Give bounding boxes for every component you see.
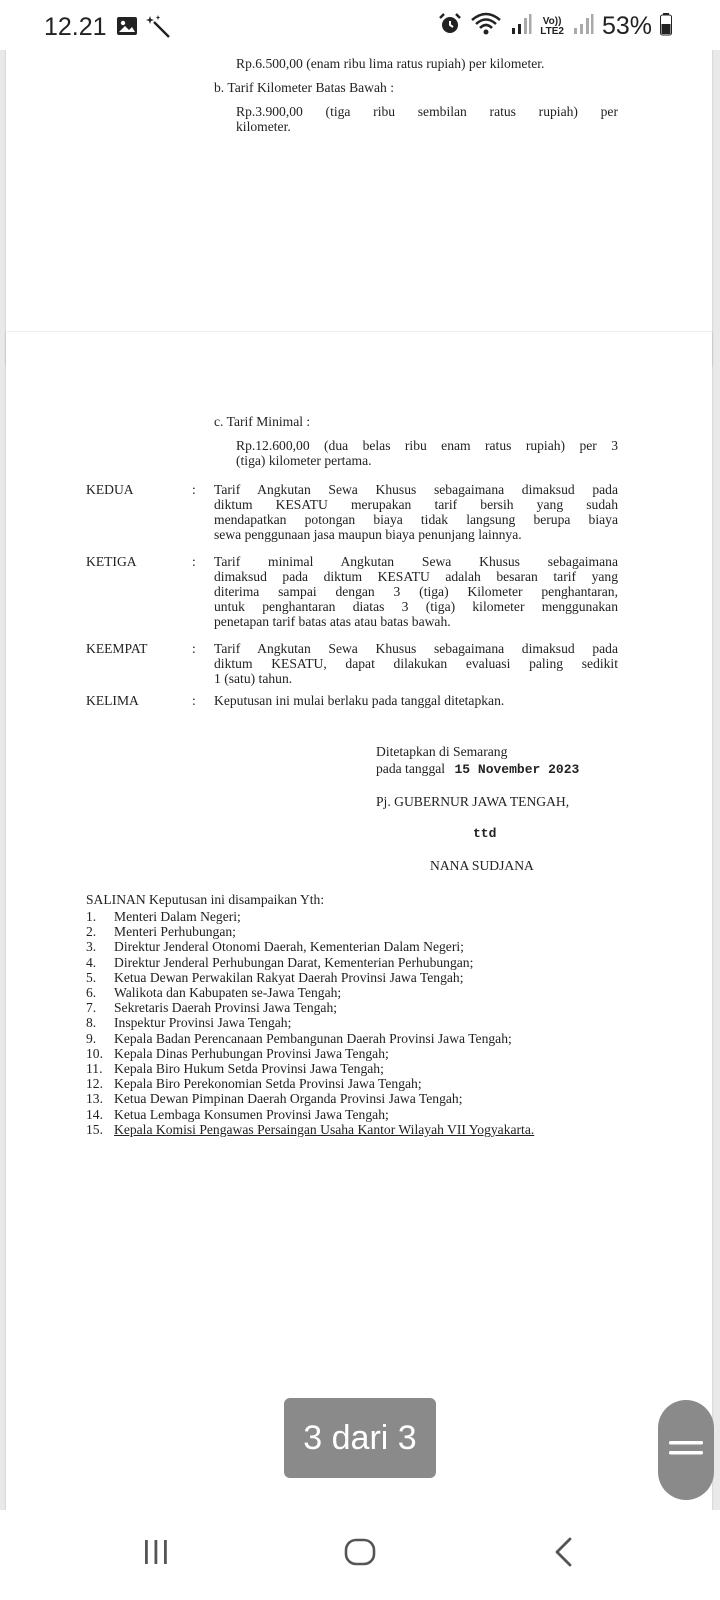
list-number: 7. [86, 1000, 97, 1016]
list-text: Kepala Biro Hukum Setda Provinsi Jawa Tengah; [114, 1061, 384, 1077]
clause-colon: : [192, 554, 196, 569]
list-item [86, 924, 534, 939]
signal-icon-2 [572, 12, 594, 41]
clause-body-ketiga [214, 554, 618, 629]
clause-line: 1 (satu) tahun. [214, 671, 293, 686]
clause-line: Tarif minimal Angkutan Sewa Khusus sebagaimana [214, 554, 618, 569]
list-number: 3. [86, 939, 97, 955]
signature-date-line [376, 761, 579, 777]
clause-line: diktum KESATU merupakan tarif bersih yang sudah [214, 497, 618, 512]
list-item [86, 985, 534, 1000]
clause-label-ketiga: KETIGA [86, 554, 137, 569]
signature-ttd: ttd [473, 826, 497, 841]
clause-label-keempat: KEEMPAT [86, 641, 148, 656]
list-number: 8. [86, 1015, 97, 1031]
list-number: 11. [86, 1061, 103, 1077]
clause-body-kedua [214, 482, 618, 542]
list-number: 9. [86, 1030, 97, 1046]
magic-wand-icon [146, 14, 172, 43]
clause-line: Keputusan ini mulai berlaku pada tanggal ditetapkan. [214, 693, 505, 708]
signature-name: NANA SUDJANA [430, 858, 534, 873]
page-indicator: 3 dari 3 [284, 1398, 436, 1478]
list-text: Direktur Jenderal Perhubungan Darat, Kementerian Perhubungan; [114, 954, 474, 970]
list-text: Sekretaris Daerah Provinsi Jawa Tengah; [114, 1000, 338, 1016]
clause-line: diktum KESATU, dapat dilakukan evaluasi paling sedikit [214, 656, 618, 671]
list-number: 10. [86, 1045, 103, 1061]
clause-label-kelima: KELIMA [86, 693, 139, 708]
list-item [86, 909, 534, 924]
list-number: 14. [86, 1106, 103, 1122]
list-item [86, 1015, 534, 1030]
wifi-icon [470, 12, 502, 41]
page1-line1: Rp.6.500,00 (enam ribu lima ratus rupiah) per kilometer. [236, 56, 545, 71]
item-c-line1: Rp.12.600,00 (dua belas ribu enam ratus rupiah) per 3 [236, 438, 618, 453]
clause-line: mendapatkan potongan biaya tidak langsung berupa biaya [214, 512, 618, 527]
item-b-label: b. Tarif Kilometer Batas Bawah : [214, 80, 394, 95]
list-number: 4. [86, 954, 97, 970]
volte-bottom: LTE2 [540, 25, 564, 37]
battery-percentage: 53% [601, 12, 652, 40]
clause-colon: : [192, 482, 196, 497]
battery-icon [660, 12, 672, 41]
status-bar [0, 0, 720, 50]
list-item [86, 1122, 534, 1137]
status-time: 12.21 [44, 13, 107, 41]
list-item [86, 1061, 534, 1076]
clause-line: Tarif Angkutan Sewa Khusus sebagaimana dimaksud pada [214, 482, 618, 497]
signature-place: Ditetapkan di Semarang [376, 744, 508, 759]
list-item [86, 1107, 534, 1122]
list-item [86, 1091, 534, 1106]
list-number: 6. [86, 985, 97, 1001]
list-number: 15. [86, 1121, 103, 1137]
signature-date: 15 November 2023 [454, 762, 580, 777]
distribution-heading: SALINAN Keputusan ini disampaikan Yth: [86, 892, 325, 907]
list-item [86, 1046, 534, 1061]
fast-scroll-handle[interactable] [658, 1400, 714, 1500]
list-text: Inspektur Provinsi Jawa Tengah; [114, 1015, 292, 1031]
clause-label-kedua: KEDUA [86, 482, 134, 497]
list-text: Kepala Badan Perencanaan Pembangunan Daerah Provinsi Jawa Tengah; [114, 1030, 512, 1046]
signature-title: Pj. GUBERNUR JAWA TENGAH, [376, 794, 570, 809]
signature-date-prefix: pada tanggal [376, 761, 446, 776]
list-item [86, 1076, 534, 1091]
signal-icon [510, 12, 532, 41]
list-text: Kepala Dinas Perhubungan Provinsi Jawa Tengah; [114, 1045, 389, 1061]
clause-body-kelima [214, 693, 618, 708]
list-text: Direktur Jenderal Otonomi Daerah, Kementerian Dalam Negeri; [114, 939, 464, 955]
image-icon [116, 16, 138, 41]
item-b-line2: kilometer. [236, 119, 291, 134]
clause-line: penetapan tarif batas atas atau batas bawah. [214, 614, 451, 629]
clause-line: sewa penggunaan jasa maupun biaya penunjang lainnya. [214, 527, 522, 542]
list-text: Kepala Biro Perekonomian Setda Provinsi Jawa Tengah; [114, 1076, 422, 1092]
navigation-bar [0, 1510, 720, 1600]
list-number: 2. [86, 924, 97, 940]
document-page-2 [6, 50, 712, 366]
back-icon [552, 1536, 576, 1573]
item-c-label: c. Tarif Minimal : [214, 414, 311, 429]
clause-colon: : [192, 693, 196, 708]
list-item [86, 1000, 534, 1015]
clause-colon: : [192, 641, 196, 656]
volte-top: Vo)) [542, 15, 562, 27]
clause-body-keempat [214, 641, 618, 686]
distribution-list [86, 909, 534, 1137]
recent-apps-icon [141, 1537, 171, 1572]
document-viewer[interactable] [0, 50, 720, 1510]
home-icon [343, 1537, 377, 1572]
home-button[interactable] [330, 1534, 390, 1574]
list-number: 12. [86, 1076, 103, 1092]
list-item [86, 970, 534, 985]
alarm-icon [438, 12, 462, 41]
list-text: Kepala Komisi Pengawas Persaingan Usaha Kantor Wilayah VII Yogyakarta. [114, 1121, 535, 1137]
list-number: 13. [86, 1091, 103, 1107]
item-c-line2: (tiga) kilometer pertama. [236, 453, 372, 468]
list-item [86, 939, 534, 954]
list-text: Ketua Dewan Pimpinan Daerah Organda Provinsi Jawa Tengah; [114, 1091, 463, 1107]
list-text: Ketua Dewan Perwakilan Rakyat Daerah Provinsi Jawa Tengah; [114, 969, 464, 985]
list-text: Menteri Perhubungan; [114, 924, 236, 940]
volte-indicator [540, 17, 564, 37]
item-b-line1: Rp.3.900,00 (tiga ribu sembilan ratus rupiah) per [236, 104, 618, 119]
recent-apps-button[interactable] [126, 1534, 186, 1574]
clause-line: Tarif Angkutan Sewa Khusus sebagaimana dimaksud pada [214, 641, 618, 656]
list-item [86, 955, 534, 970]
list-text: Ketua Lembaga Konsumen Provinsi Jawa Tengah; [114, 1106, 389, 1122]
clause-line: diterima sampai dengan 3 (tiga) Kilometer penghantaran, [214, 584, 618, 599]
list-text: Walikota dan Kabupaten se-Jawa Tengah; [114, 985, 342, 1001]
list-number: 5. [86, 969, 97, 985]
list-number: 1. [86, 909, 97, 924]
clause-line: untuk penghantaran diatas 3 (tiga) kilometer menggunakan [214, 599, 618, 614]
document-page-3 [6, 332, 712, 1510]
list-item [86, 1031, 534, 1046]
drag-handle-icon [669, 1438, 703, 1463]
back-button[interactable] [534, 1534, 594, 1574]
clause-line: dimaksud pada diktum KESATU adalah besaran tarif yang [214, 569, 618, 584]
list-text: Menteri Dalam Negeri; [114, 909, 241, 924]
